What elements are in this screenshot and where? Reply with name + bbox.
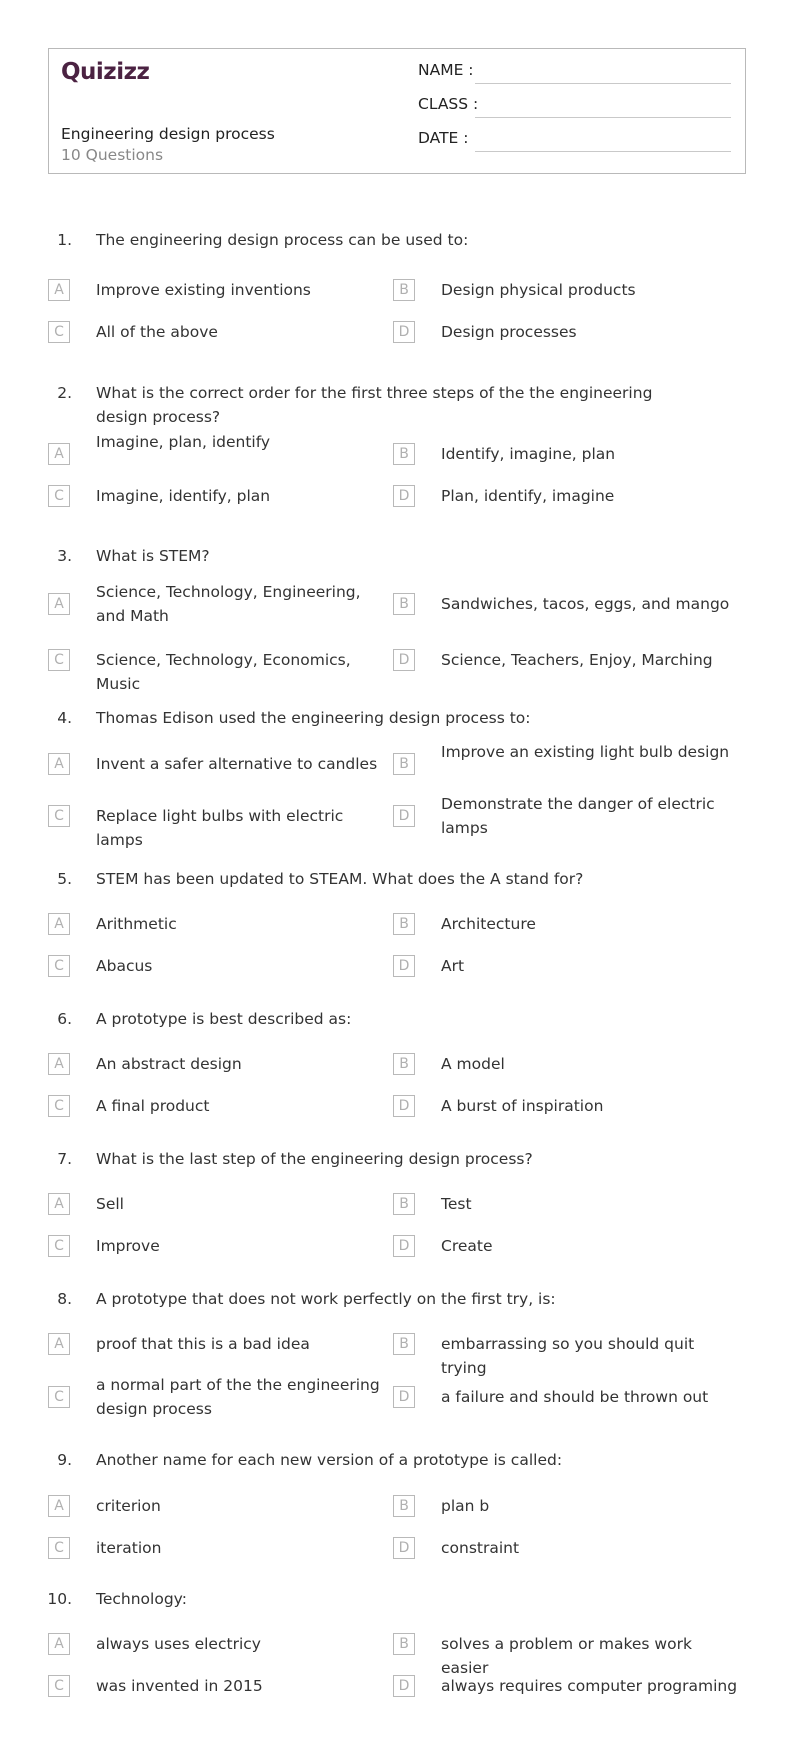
date-label: DATE :	[418, 129, 469, 147]
question-number: 8.	[57, 1290, 72, 1308]
option-checkbox-c[interactable]: C	[48, 485, 70, 507]
option-checkbox-a[interactable]: A	[48, 1053, 70, 1075]
option-checkbox-d[interactable]: D	[393, 1675, 415, 1697]
option-c-text: a normal part of the the engineering design process	[96, 1376, 380, 1418]
question-number: 7.	[57, 1150, 72, 1168]
question-text: The engineering design process can be used to:	[96, 231, 469, 249]
option-checkbox-a[interactable]: A	[48, 1333, 70, 1355]
option-a-text: Sell	[96, 1195, 124, 1213]
option-checkbox-b[interactable]: B	[393, 279, 415, 301]
option-checkbox-b[interactable]: B	[393, 593, 415, 615]
option-b-text: Improve an existing light bulb design	[441, 743, 730, 761]
option-checkbox-c[interactable]: C	[48, 955, 70, 977]
option-checkbox-c[interactable]: C	[48, 1235, 70, 1257]
question-number: 3.	[57, 547, 72, 565]
option-a-text: proof that this is a bad idea	[96, 1335, 310, 1353]
option-d-text: a failure and should be thrown out	[441, 1388, 709, 1406]
option-checkbox-a[interactable]: A	[48, 753, 70, 775]
option-d-text: Demonstrate the danger of electric lamps	[441, 795, 715, 837]
question-text: What is STEM?	[96, 547, 210, 565]
option-checkbox-a[interactable]: A	[48, 443, 70, 465]
name-field[interactable]	[475, 83, 731, 84]
option-checkbox-d[interactable]: D	[393, 1095, 415, 1117]
option-b-text: Design physical products	[441, 281, 636, 299]
option-c-text: Imagine, identify, plan	[96, 487, 271, 505]
option-b-text: Identify, imagine, plan	[441, 445, 616, 463]
option-b-text: embarrassing so you should quit trying	[441, 1335, 695, 1377]
option-checkbox-a[interactable]: A	[48, 593, 70, 615]
option-a-text: criterion	[96, 1497, 161, 1515]
option-c-text: Replace light bulbs with electric lamps	[96, 807, 344, 849]
question-number: 10.	[47, 1590, 72, 1608]
option-d-text: always requires computer programing	[441, 1677, 738, 1695]
option-checkbox-c[interactable]: C	[48, 1675, 70, 1697]
option-d-text: Design processes	[441, 323, 577, 341]
option-c-text: Abacus	[96, 957, 153, 975]
option-b-text: solves a problem or makes work easier	[441, 1635, 692, 1677]
question-number: 5.	[57, 870, 72, 888]
option-checkbox-c[interactable]: C	[48, 321, 70, 343]
option-d-text: A burst of inspiration	[441, 1097, 604, 1115]
question-text: Technology:	[96, 1590, 187, 1608]
option-b-text: Architecture	[441, 915, 536, 933]
option-a-text: Invent a safer alternative to candles	[96, 755, 378, 773]
option-b-text: plan b	[441, 1497, 490, 1515]
option-checkbox-d[interactable]: D	[393, 1386, 415, 1408]
option-a-text: An abstract design	[96, 1055, 242, 1073]
option-checkbox-b[interactable]: B	[393, 1053, 415, 1075]
option-a-text: Science, Technology, Engineering, and Math	[96, 583, 361, 625]
option-checkbox-d[interactable]: D	[393, 955, 415, 977]
option-checkbox-d[interactable]: D	[393, 321, 415, 343]
option-checkbox-a[interactable]: A	[48, 1633, 70, 1655]
option-checkbox-b[interactable]: B	[393, 753, 415, 775]
option-a-text: Improve existing inventions	[96, 281, 311, 299]
question-text: What is the last step of the engineering design process?	[96, 1150, 533, 1168]
option-checkbox-d[interactable]: D	[393, 649, 415, 671]
option-checkbox-b[interactable]: B	[393, 913, 415, 935]
question-text: Thomas Edison used the engineering design process to:	[96, 709, 531, 727]
question-text: A prototype is best described as:	[96, 1010, 352, 1028]
option-a-text: Arithmetic	[96, 915, 177, 933]
class-label: CLASS :	[418, 95, 479, 113]
option-checkbox-b[interactable]: B	[393, 443, 415, 465]
worksheet-title: Engineering design process	[61, 125, 275, 143]
quizizz-logo: Quizizz	[61, 59, 150, 85]
option-checkbox-a[interactable]: A	[48, 279, 70, 301]
question-text: STEM has been updated to STEAM. What does the A stand for?	[96, 870, 584, 888]
class-field[interactable]	[475, 117, 731, 118]
option-c-text: iteration	[96, 1539, 162, 1557]
option-c-text: Improve	[96, 1237, 160, 1255]
question-number: 9.	[57, 1451, 72, 1469]
option-checkbox-c[interactable]: C	[48, 1386, 70, 1408]
option-d-text: Science, Teachers, Enjoy, Marching	[441, 651, 713, 669]
option-checkbox-d[interactable]: D	[393, 805, 415, 827]
option-c-text: was invented in 2015	[96, 1677, 263, 1695]
option-checkbox-d[interactable]: D	[393, 1235, 415, 1257]
date-field[interactable]	[475, 151, 731, 152]
option-checkbox-b[interactable]: B	[393, 1333, 415, 1355]
option-d-text: Create	[441, 1237, 493, 1255]
option-checkbox-c[interactable]: C	[48, 805, 70, 827]
option-checkbox-c[interactable]: C	[48, 649, 70, 671]
option-d-text: constraint	[441, 1539, 520, 1557]
option-c-text: Science, Technology, Economics, Music	[96, 651, 351, 693]
option-checkbox-d[interactable]: D	[393, 1537, 415, 1559]
option-checkbox-c[interactable]: C	[48, 1537, 70, 1559]
option-checkbox-b[interactable]: B	[393, 1633, 415, 1655]
option-checkbox-c[interactable]: C	[48, 1095, 70, 1117]
option-checkbox-d[interactable]: D	[393, 485, 415, 507]
question-text: Another name for each new version of a prototype is called:	[96, 1451, 563, 1469]
option-b-text: Test	[441, 1195, 472, 1213]
question-text: A prototype that does not work perfectly on the first try, is:	[96, 1290, 556, 1308]
option-d-text: Art	[441, 957, 465, 975]
worksheet-header	[48, 48, 746, 174]
option-checkbox-a[interactable]: A	[48, 913, 70, 935]
question-number: 4.	[57, 709, 72, 727]
option-b-text: Sandwiches, tacos, eggs, and mango	[441, 595, 730, 613]
option-d-text: Plan, identify, imagine	[441, 487, 615, 505]
option-a-text: always uses electricy	[96, 1635, 261, 1653]
option-checkbox-a[interactable]: A	[48, 1193, 70, 1215]
question-text: What is the correct order for the first three steps of the the engineering design process?	[96, 384, 653, 426]
question-number: 2.	[57, 384, 72, 402]
name-label: NAME :	[418, 61, 474, 79]
question-count: 10 Questions	[61, 146, 164, 164]
question-number: 6.	[57, 1010, 72, 1028]
option-a-text: Imagine, plan, identify	[96, 433, 271, 451]
option-c-text: A final product	[96, 1097, 210, 1115]
option-b-text: A model	[441, 1055, 505, 1073]
option-c-text: All of the above	[96, 323, 218, 341]
option-checkbox-b[interactable]: B	[393, 1193, 415, 1215]
option-checkbox-a[interactable]: A	[48, 1495, 70, 1517]
option-checkbox-b[interactable]: B	[393, 1495, 415, 1517]
question-number: 1.	[57, 231, 72, 249]
